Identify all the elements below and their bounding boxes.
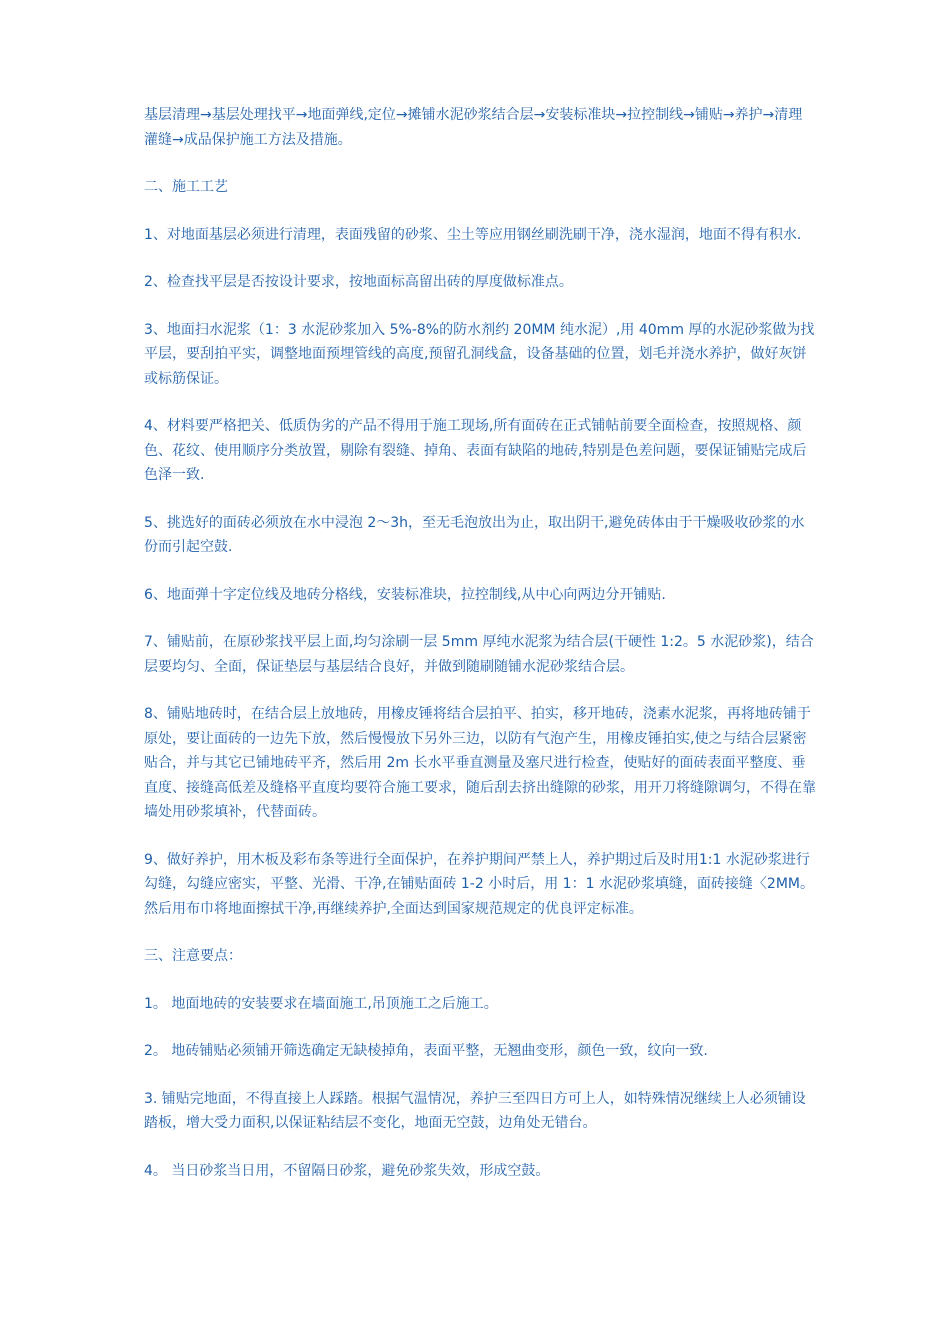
process-step-2: 2、检查找平层是否按设计要求，按地面标高留出砖的厚度做标准点。 (144, 274, 573, 290)
note-item-3: 3. 铺贴完地面，不得直接上人踩踏。根据气温情况，养护三至四日方可上人，如特殊情况继续上人必须铺设踏板，增大受力面积,以保证粘结层不变化，地面无空鼓，边角处无错台。 (144, 1090, 806, 1131)
section-heading-construction-process: 二、施工工艺 (144, 179, 228, 195)
document-body (144, 103, 816, 1206)
process-step-1: 1、对地面基层必须进行清理，表面残留的砂浆、尘土等应用钢丝刷洗刷干净，浇水湿润，地面不得有积水. (144, 226, 802, 243)
process-step-5: 5、挑选好的面砖必须放在水中浸泡 2～3h，至无毛泡放出为止，取出阴干,避免砖体由于干燥吸收砂浆的水份而引起空鼓. (144, 514, 805, 555)
process-step-4: 4、材料要严格把关、低质伪劣的产品不得用于施工现场,所有面砖在正式铺帖前要全面检查，按照规格、颜色、花纹、使用顺序分类放置，剔除有裂缝、掉角、表面有缺陷的地砖,特别是色差问题，要保证铺贴完成后色泽一致. (144, 418, 807, 483)
process-step-6: 6、地面弹十字定位线及地砖分格线，安装标准块，拉控制线,从中心向两边分开铺贴. (144, 586, 666, 603)
note-item-2: 2。 地砖铺贴必须铺开筛选确定无缺棱掉角，表面平整，无翘曲变形，颜色一致，纹向一致. (144, 1043, 708, 1059)
process-flow-paragraph: 基层清理→基层处理找平→地面弹线,定位→摊铺水泥砂浆结合层→安装标准块→拉控制线→铺贴→养护→清理灌缝→成品保护施工方法及措施。 (144, 107, 803, 148)
section-heading-key-notes: 三、注意要点： (144, 948, 242, 964)
note-item-1: 1。 地面地砖的安装要求在墙面施工,吊顶施工之后施工。 (144, 995, 498, 1012)
process-step-8: 8、铺贴地砖时，在结合层上放地砖，用橡皮锤将结合层拍平、拍实，移开地砖，浇素水泥浆，再将地砖铺于原处，要让面砖的一边先下放，然后慢慢放下另外三边，以防有气泡产生，用橡皮锤拍实,使之与结合层紧密贴合，并与其它已铺地砖平齐，然后用 2m 长水平垂直测量及塞尺进行检查，使贴好的面砖表面平整度、垂直度、接缝高低差及缝格平直度均要符合施工要求，随后刮去挤出缝隙的砂浆，用开刀将缝隙调匀，不得在靠墙处用砂浆填补，代替面砖。 (144, 706, 816, 820)
process-step-7: 7、铺贴前，在原砂浆找平层上面,均匀涂刷一层 5mm 厚纯水泥浆为结合层(干硬性 1:2。5 水泥砂浆)，结合层要均匀、全面，保证垫层与基层结合良好，并做到随刷随铺水泥砂浆结合层。 (144, 634, 814, 675)
note-item-4: 4。 当日砂浆当日用，不留隔日砂浆，避免砂浆失效，形成空鼓。 (144, 1162, 550, 1179)
process-step-3: 3、地面扫水泥浆（1：3 水泥砂浆加入 5%-8%的防水剂约 20MM 纯水泥）,用 40mm 厚的水泥砂浆做为找平层，要刮拍平实，调整地面预埋管线的高度,预留孔洞线盒，设备基础的位置，划毛并浇水养护，做好灰饼或标筋保证。 (144, 321, 815, 387)
process-step-9: 9、做好养护，用木板及彩布条等进行全面保护，在养护期间严禁上人，养护期过后及时用1:1 水泥砂浆进行勾缝，勾缝应密实，平整、光滑、干净,在铺贴面砖 1-2 小时后，用 1：1 水泥砂浆填缝，面砖接缝〈2MM。然后用布巾将地面擦拭干净,再继续养护,全面达到国家规范规定的优良评定标准。 (144, 851, 814, 917)
